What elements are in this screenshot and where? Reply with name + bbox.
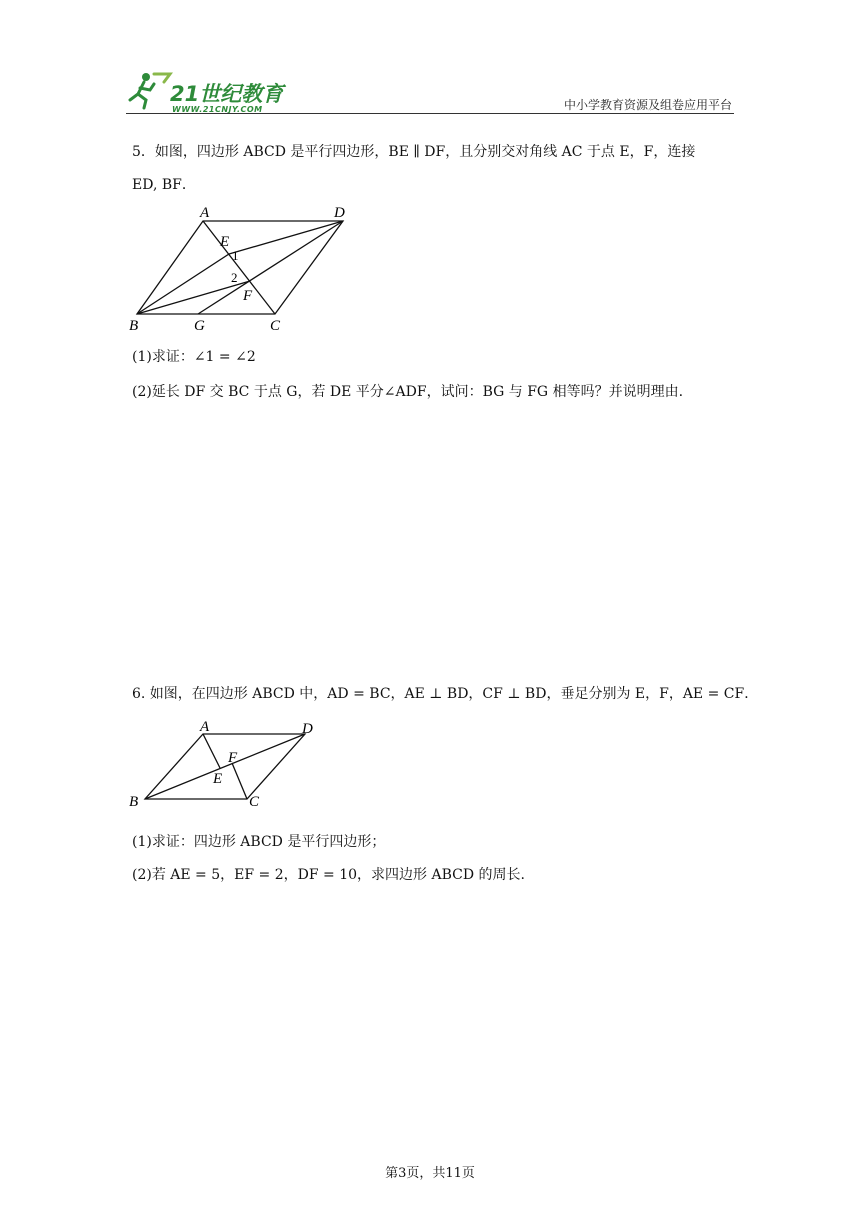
q5-label-c: C — [270, 318, 281, 334]
q6-label-e: E — [213, 771, 223, 787]
q6-label-f: F — [228, 750, 238, 766]
q6-label-b: B — [129, 794, 139, 810]
q6-stem: 6. 如图，在四边形 ABCD 中，AD = BC，AE ⊥ BD，CF ⊥ BD，垂足分别为 E，F，AE = CF． — [132, 686, 759, 702]
logo-url: WWW.21CNJY.COM — [172, 105, 263, 114]
q5-stem-line1: 5．如图，四边形 ABCD 是平行四边形，BE ∥ DF，且分别交对角线 AC 于点 E，F，连接 — [132, 144, 696, 160]
q5-segment-ed — [229, 221, 343, 254]
q6-label-d: D — [302, 721, 313, 737]
q6-segment-cf — [232, 763, 247, 799]
q5-segment-bf — [137, 281, 250, 314]
q5-label-b: B — [129, 318, 139, 334]
q6-part2: (2)若 AE = 5，EF = 2，DF = 10，求四边形 ABCD 的周长. — [132, 867, 525, 883]
q6-diagonal-bd — [145, 734, 305, 799]
q5-part1: (1)求证：∠1 = ∠2 — [132, 349, 256, 365]
q5-stem-line2: ED, BF． — [132, 177, 196, 193]
q5-label-g: G — [194, 318, 205, 334]
q5-segment-be — [137, 254, 229, 314]
q6-segment-ae — [203, 734, 220, 768]
q5-label-e: E — [220, 234, 230, 250]
q5-diagonal-ac — [203, 221, 275, 314]
q5-label-1: 1 — [232, 248, 239, 263]
q5-label-2: 2 — [231, 270, 238, 285]
q6-label-c: C — [249, 794, 260, 810]
q6-label-a: A — [200, 719, 210, 735]
q5-label-d: D — [334, 205, 345, 221]
q5-parallelogram — [137, 221, 343, 314]
q5-label-f: F — [243, 288, 253, 304]
q5-part2: (2)延长 DF 交 BC 于点 G，若 DE 平分∠ADF，试问：BG 与 FG 相等吗？并说明理由. — [132, 384, 684, 400]
q6-part1: (1)求证：四边形 ABCD 是平行四边形； — [132, 834, 386, 850]
q5-label-a: A — [200, 205, 210, 221]
page-number: 第3页，共11页 — [385, 1166, 475, 1181]
platform-name: 中小学教育资源及组卷应用平台 — [563, 98, 732, 112]
logo-text: 21世纪教育 — [170, 82, 284, 106]
